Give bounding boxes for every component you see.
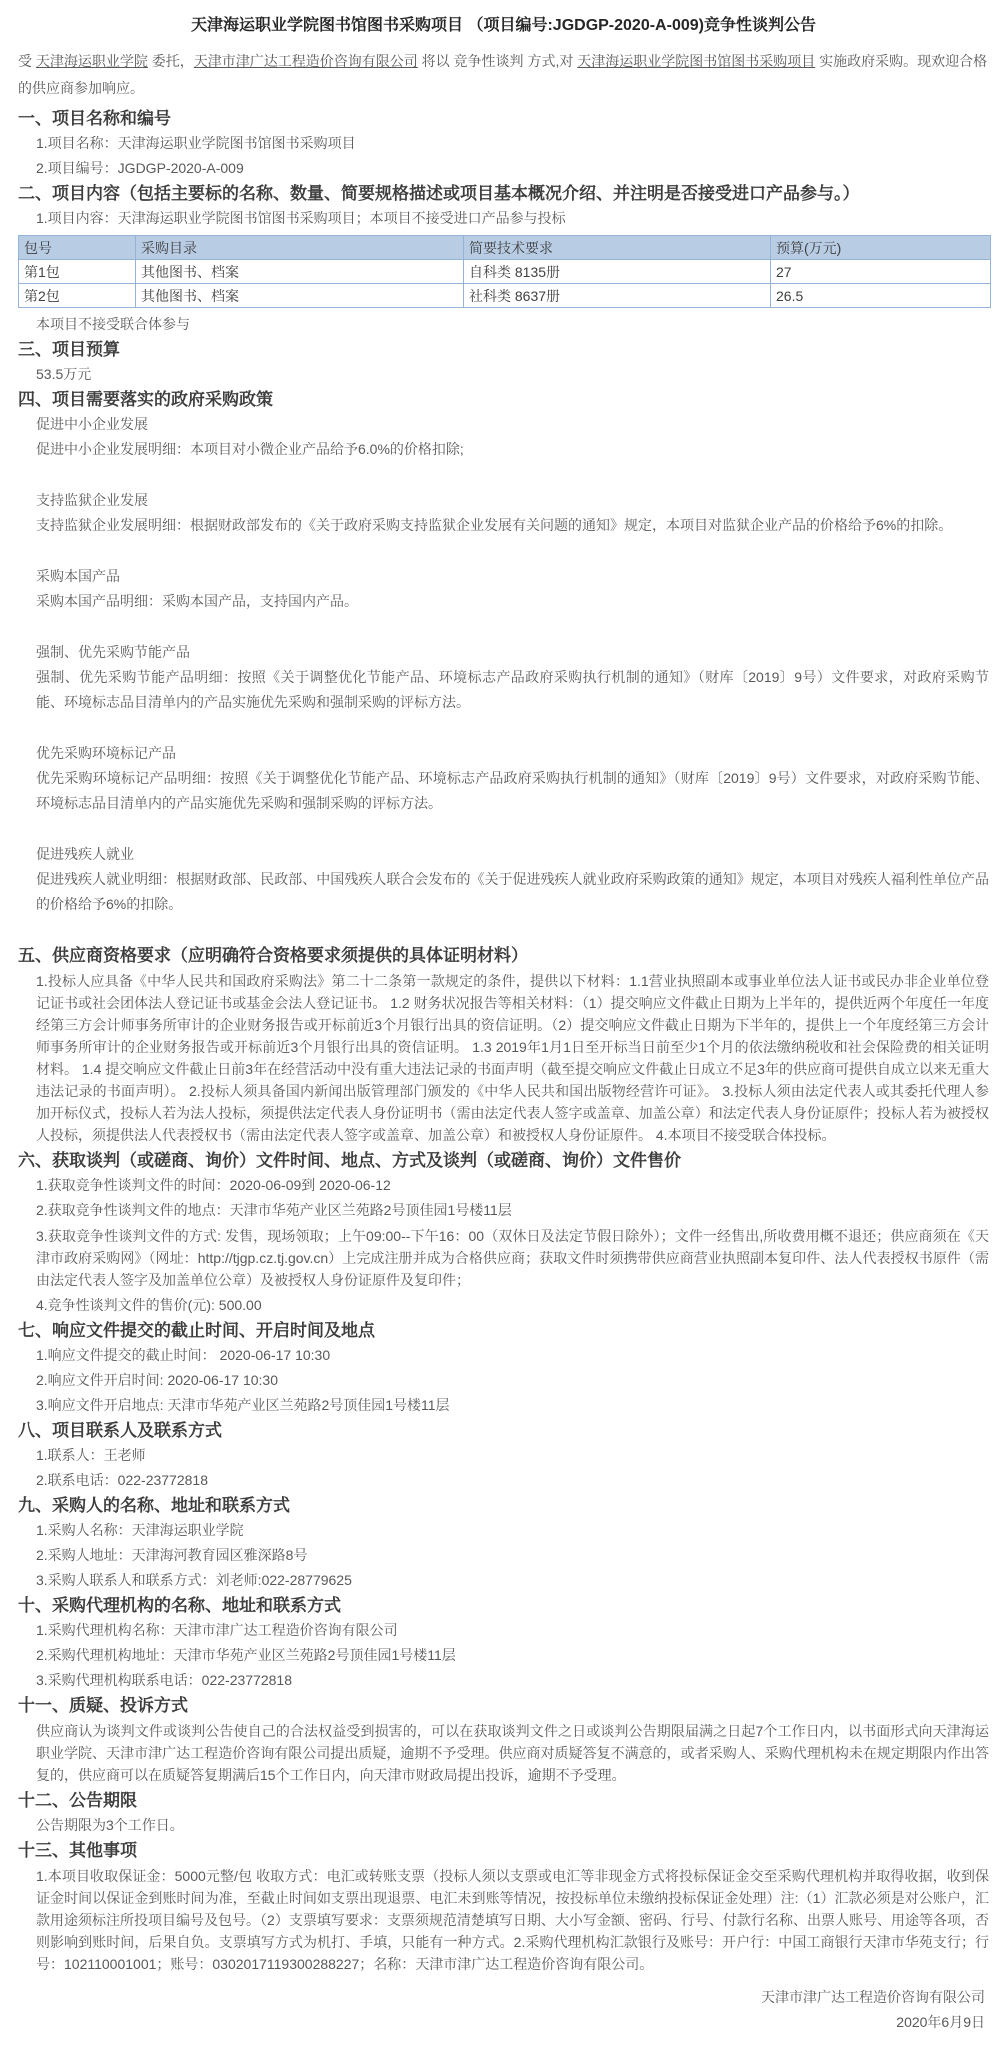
- policy-name: 促进残疾人就业: [36, 846, 134, 862]
- no-consortium-note: 本项目不接受联合体参与: [36, 316, 190, 332]
- package-table: [18, 235, 991, 308]
- policy-block-prison: [18, 488, 989, 538]
- agency-name-item: 1.采购代理机构名称：天津市津广达工程造价咨询有限公司: [36, 1622, 398, 1638]
- section-3-heading: 三、项目预算: [18, 340, 120, 359]
- project-number-item: 2.项目编号：JGDGP-2020-A-009: [36, 160, 244, 176]
- section-11-heading: 十一、质疑、投诉方式: [18, 1696, 188, 1715]
- intro-text-part2: 委托，: [147, 53, 194, 69]
- section-1-heading: 一、项目名称和编号: [18, 109, 171, 128]
- section-13-heading: 十三、其他事项: [18, 1841, 137, 1860]
- challenge-complaint-paragraph: 供应商认为谈判文件或谈判公告使自己的合法权益受到损害的，可以在获取谈判文件之日或谈判公告期限届满之日起7个工作日内，以书面形式向天津海运职业学院、天津市津广达工程造价咨询有限公司提出质疑，逾期不予受理。供应商对质疑答复不满意的，或者采购人、采购代理机构未在规定期限内作出答复的，供应商可以在质疑答复期满后15个工作日内，向天津市财政局提出投诉，逾期不予受理。: [36, 1723, 989, 1783]
- announcement-period: 公告期限为3个工作日。: [36, 1817, 184, 1833]
- policy-block-sme: [18, 412, 989, 462]
- agency-phone-item: 3.采购代理机构联系电话：022-23772818: [36, 1672, 292, 1688]
- doc-obtain-place: 2.获取竞争性谈判文件的地点：天津市华苑产业区兰苑路2号顶佳园1号楼11层: [36, 1202, 512, 1218]
- cell-tech-req: 自科类 8135册: [464, 260, 771, 284]
- project-content-item: 1.项目内容：天津海运职业学院图书馆图书采购项目；本项目不接受进口产品参与投标: [36, 210, 566, 226]
- section-9-heading: 九、采购人的名称、地址和联系方式: [18, 1496, 290, 1515]
- col-header-package-no: 包号: [19, 236, 136, 260]
- qualification-requirements-paragraph: 1.投标人应具备《中华人民共和国政府采购法》第二十二条第一款规定的条件，提供以下材料：1.1营业执照副本或事业单位法人证书或民办非企业单位登记证书或社会团体法人登记证书或基金会法人登记证书。 1.2 财务状况报告等相关材料：（1）提交响应文件截止日期为上半年的，提供近两个年度任一年度经第三方会计师事务所审计的企业财务报告或开标前近3个月银行出具的资信证明。（2）提交响应文件截止日期为下半年的，提供上一个年度经第三方会计师事务所审计的企业财务报告或开标前近3个月银行出具的资信证明。 1.3 2019年1月1日至开标当日前至少1个月的依法缴纳税收和社会保险费的相关证明材料。 1.4 提交响应文件截止日前3年在经营活动中没有重大违法记录的书面声明（截至提交响应文件截止日成立不足3年的供应商可提供自成立以来无重大违法记录的书面声明）。 2.投标人须具备国内新闻出版管理部门颁发的《中华人民共和国出版物经营许可证》。 3.投标人须由法定代表人或其委托代理人参加开标仪式，投标人若为法人投标，须提供法定代表人身份证明书（需由法定代表人签字或盖章、加盖公章）和法定代表人身份证原件；投标人若为被授权人投标，须提供法人代表授权书（需由法定代表人签字或盖章、加盖公章）和被授权人身份证原件。 4.本项目不接受联合体投标。: [36, 973, 989, 1143]
- policy-detail: 采购本国产品明细：采购本国产品，支持国内产品。: [36, 593, 358, 609]
- doc-price: 4.竞争性谈判文件的售价(元): 500.00: [36, 1297, 262, 1313]
- response-deadline: 1.响应文件提交的截止时间： 2020-06-17 10:30: [36, 1347, 331, 1363]
- policy-name: 优先采购环境标记产品: [36, 745, 176, 761]
- response-open-place: 3.响应文件开启地点: 天津市华苑产业区兰苑路2号顶佳园1号楼11层: [36, 1397, 450, 1413]
- purchaser-name-underlined: 天津海运职业学院: [35, 53, 148, 69]
- project-name-underlined: 天津海运职业学院图书馆图书采购项目: [577, 53, 816, 69]
- response-open-time: 2.响应文件开启时间: 2020-06-17 10:30: [36, 1372, 278, 1388]
- section-2-heading: 二、项目内容（包括主要标的名称、数量、简要规格描述或项目基本概况介绍、并注明是否接受进口产品参与。）: [18, 184, 860, 203]
- signature-date: 2020年6月9日: [896, 2014, 985, 2030]
- intro-text-part3: 将以 竞争性谈判 方式,对: [417, 53, 578, 69]
- page-title: 天津海运职业学院图书馆图书采购项目 （项目编号:JGDGP-2020-A-009)竞争性谈判公告: [191, 17, 816, 34]
- other-matters-paragraph: 1.本项目收取保证金：5000元整/包 收取方式：电汇或转账支票（投标人须以支票或电汇等非现金方式将投标保证金交至采购代理机构并取得收据，收到保证金时间以保证金到账时间为准，至截止时间如支票出现退票、电汇未到账等情况，按投标单位未缴纳投标保证金处理）注:（1）汇款必须是对公账户，汇款用途须标注所投项目编号及包号。（2）支票填写要求：支票须规范清楚填写日期、大小写金额、密码、行号、付款行名称、出票人账号、用途等各项，否则影响到账时间，后果自负。支票填写方式为机打、手填，只能有一种方式。2.采购代理机构汇款银行及账号：开户行：中国工商银行天津市华苑支行；行号：102110001001；账号：0302017119300288227；名称：天津市津广达工程造价咨询有限公司。: [36, 1868, 989, 1972]
- policy-name: 强制、优先采购节能产品: [36, 644, 190, 660]
- section-4-heading: 四、项目需要落实的政府采购政策: [18, 390, 273, 409]
- policy-detail: 强制、优先采购节能产品明细：按照《关于调整优化节能产品、环境标志产品政府采购执行机制的通知》（财库〔2019〕9号）文件要求，对政府采购节能、环境标志品目清单内的产品实施优先采购和强制采购的评标方法。: [36, 669, 989, 710]
- col-header-budget: 预算(万元): [771, 236, 991, 260]
- intro-paragraph: [18, 48, 989, 102]
- contact-person: 1.联系人：王老师: [36, 1447, 146, 1463]
- col-header-tech-req: 简要技术要求: [464, 236, 771, 260]
- section-12-heading: 十二、公告期限: [18, 1791, 137, 1810]
- cell-budget: 26.5: [771, 284, 991, 308]
- col-header-catalog: 采购目录: [136, 236, 464, 260]
- cell-budget: 27: [771, 260, 991, 284]
- table-header-row: [19, 236, 991, 260]
- cell-package-no: 第1包: [19, 260, 136, 284]
- policy-name: 采购本国产品: [36, 568, 120, 584]
- purchaser-address-item: 2.采购人地址：天津海河教育园区雅深路8号: [36, 1547, 308, 1563]
- policy-name: 促进中小企业发展: [36, 416, 148, 432]
- policy-block-domestic: [18, 564, 989, 614]
- purchaser-name-item: 1.采购人名称：天津海运职业学院: [36, 1522, 244, 1538]
- policy-detail: 促进中小企业发展明细：本项目对小微企业产品给予6.0%的价格扣除;: [36, 441, 464, 457]
- contact-phone: 2.联系电话：022-23772818: [36, 1472, 208, 1488]
- project-name-item: 1.项目名称：天津海运职业学院图书馆图书采购项目: [36, 135, 356, 151]
- policy-detail: 支持监狱企业发展明细：根据财政部发布的《关于政府采购支持监狱企业发展有关问题的通知》规定，本项目对监狱企业产品的价格给予6%的扣除。: [36, 517, 953, 533]
- section-8-heading: 八、项目联系人及联系方式: [18, 1421, 222, 1440]
- section-7-heading: 七、响应文件提交的截止时间、开启时间及地点: [18, 1321, 375, 1340]
- signature-block: [18, 1985, 989, 2035]
- doc-obtain-method: 3.获取竞争性谈判文件的方式: 发售，现场领取；上午09:00--下午16：00（双休日及法定节假日除外）；文件一经售出,所收费用概不退还；供应商须在《天津市政府采购网》（网址：http://tjgp.cz.tj.gov.cn）上完成注册并成为合格供应商；获取文件时须携带供应商营业执照副本复印件、法人代表授权书原件（需由法定代表人签字及加盖单位公章）及被授权人身份证原件及复印件；: [36, 1228, 989, 1288]
- policy-block-eco-label: [18, 741, 989, 816]
- table-row: [19, 284, 991, 308]
- section-6-heading: 六、获取谈判（或磋商、询价）文件时间、地点、方式及谈判（或磋商、询价）文件售价: [18, 1151, 681, 1170]
- cell-catalog: 其他图书、档案: [136, 284, 464, 308]
- policy-detail: 优先采购环境标记产品明细：按照《关于调整优化节能产品、环境标志产品政府采购执行机制的通知》（财库〔2019〕9号）文件要求，对政府采购节能、环境标志品目清单内的产品实施优先采购和强制采购的评标方法。: [36, 770, 989, 811]
- budget-amount: 53.5万元: [36, 366, 92, 382]
- policy-block-energy-saving: [18, 640, 989, 715]
- purchaser-contact-item: 3.采购人联系人和联系方式：刘老师:022-28779625: [36, 1572, 352, 1588]
- intro-text-part1: 受: [18, 53, 36, 69]
- section-10-heading: 十、采购代理机构的名称、地址和联系方式: [18, 1596, 341, 1615]
- section-5-heading: 五、供应商资格要求（应明确符合资格要求须提供的具体证明材料）: [18, 946, 528, 965]
- policy-block-disabled-employment: [18, 842, 989, 917]
- cell-package-no: 第2包: [19, 284, 136, 308]
- cell-catalog: 其他图书、档案: [136, 260, 464, 284]
- agency-address-item: 2.采购代理机构地址：天津市华苑产业区兰苑路2号顶佳园1号楼11层: [36, 1647, 456, 1663]
- signature-company: 天津市津广达工程造价咨询有限公司: [761, 1989, 985, 2005]
- cell-tech-req: 社科类 8637册: [464, 284, 771, 308]
- doc-obtain-time: 1.获取竞争性谈判文件的时间：2020-06-09到 2020-06-12: [36, 1177, 391, 1193]
- agency-name-underlined: 天津市津广达工程造价咨询有限公司: [193, 53, 418, 69]
- intro-text-part4: 实施政府采购。现欢迎合格的供应商参加响应。: [18, 53, 988, 96]
- policy-name: 支持监狱企业发展: [36, 492, 148, 508]
- table-row: [19, 260, 991, 284]
- policy-detail: 促进残疾人就业明细：根据财政部、民政部、中国残疾人联合会发布的《关于促进残疾人就业政府采购政策的通知》规定，本项目对残疾人福利性单位产品的价格给予6%的扣除。: [36, 871, 989, 912]
